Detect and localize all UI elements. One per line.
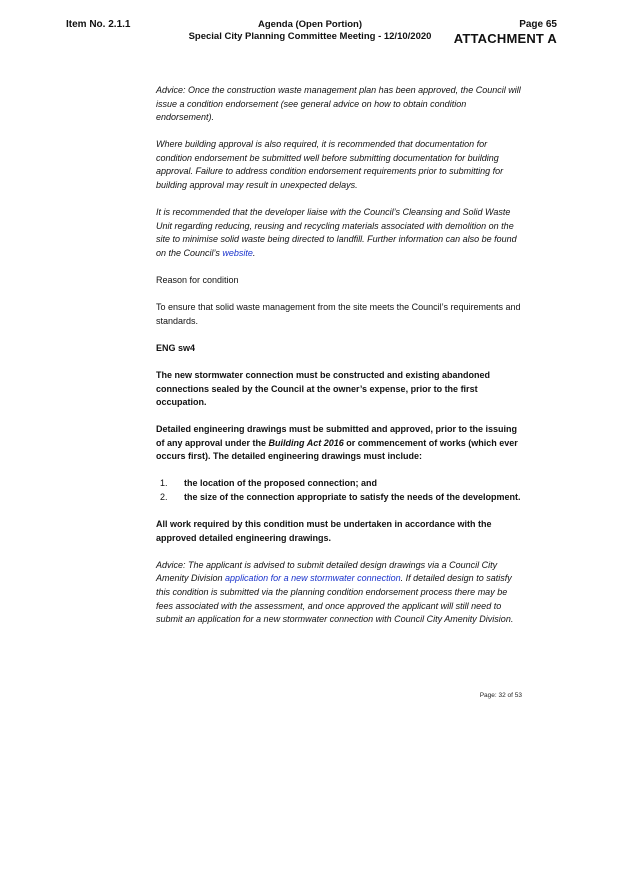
reason-heading: Reason for condition [156,275,239,286]
page-number: Page 65 [519,19,557,30]
condition-code: ENG sw4 [156,342,196,353]
condition-engineering-drawings [156,423,524,464]
advice-stormwater-part-a: Advice: The applicant is advised to submit detailed design drawings via a Council City Amenity Division [156,559,498,584]
advice-building-approval: Where building approval is also required, it is recommended that documentation for condition endorsement be submitted well before submitting documentation for building approval. Failure to address condition endorsement requirements prior to submitting for building approval may result in unexpected delays. [156,139,504,191]
website-link[interactable]: website [222,247,253,258]
list-item [156,477,524,491]
document-body [156,84,524,640]
page-attachment-block [454,19,557,46]
condition-stormwater-connection: The new stormwater connection must be constructed and existing abandoned connections sealed by the Council at the owner’s expense, prior to the first occupation. [156,369,491,408]
advice-waste-text: It is recommended that the developer liaise with the Council’s Cleansing and Solid Waste Unit regarding reducing, reusing and recycling materials associated with demolition on the site to minimise solid waste being directed to landfill. Further information can also be found on the Council’s [156,207,517,258]
advice-stormwater-part-b: . If detailed design to satisfy this condition is submitted via the planning condition endorsement process there may be fees associated with the assessment, and once approved the applicant will still need to submit an application for a new stormwater connection with Council City Amenity Division. [156,573,514,625]
list-item-number: 1. [160,478,168,489]
building-act-reference: Building Act 2016 [268,437,344,448]
agenda-title: Agenda (Open Portion) [258,19,362,30]
advice-endorsement: Advice: Once the construction waste management plan has been approved, the Council will issue a condition endorsement (see general advice on how to obtain condition endorsement). [156,85,521,123]
stormwater-application-link[interactable]: application for a new stormwater connection [225,573,401,584]
list-item-text: the size of the connection appropriate to satisfy the needs of the development. [184,492,521,503]
meeting-title: Special City Planning Committee Meeting - 12/10/2020 [188,31,432,42]
attachment-label: ATTACHMENT A [453,31,557,46]
condition-drawings-part-b: or commencement of works (which ever occurs first). The detailed engineering drawings must include: [156,437,518,462]
page-footer: Page: 32 of 53 [479,692,522,699]
reason-text: To ensure that solid waste management from the site meets the Council’s requirements and standards. [156,302,521,326]
list-item [156,491,524,505]
condition-drawings-part-a: Detailed engineering drawings must be submitted and approved, prior to the issuing of any approval under the [156,424,518,448]
condition-accordance: All work required by this condition must be undertaken in accordance with the approved detailed engineering drawings. [156,519,492,543]
advice-waste-unit [156,206,524,260]
advice-waste-end: . [252,247,256,258]
agenda-heading [160,19,460,43]
drawing-requirements-list [156,477,524,504]
advice-stormwater-application [156,559,524,627]
list-item-number: 2. [160,492,168,503]
list-item-text: the location of the proposed connection; and [184,478,377,489]
item-number: Item No. 2.1.1 [66,19,131,30]
page-header [0,18,622,48]
